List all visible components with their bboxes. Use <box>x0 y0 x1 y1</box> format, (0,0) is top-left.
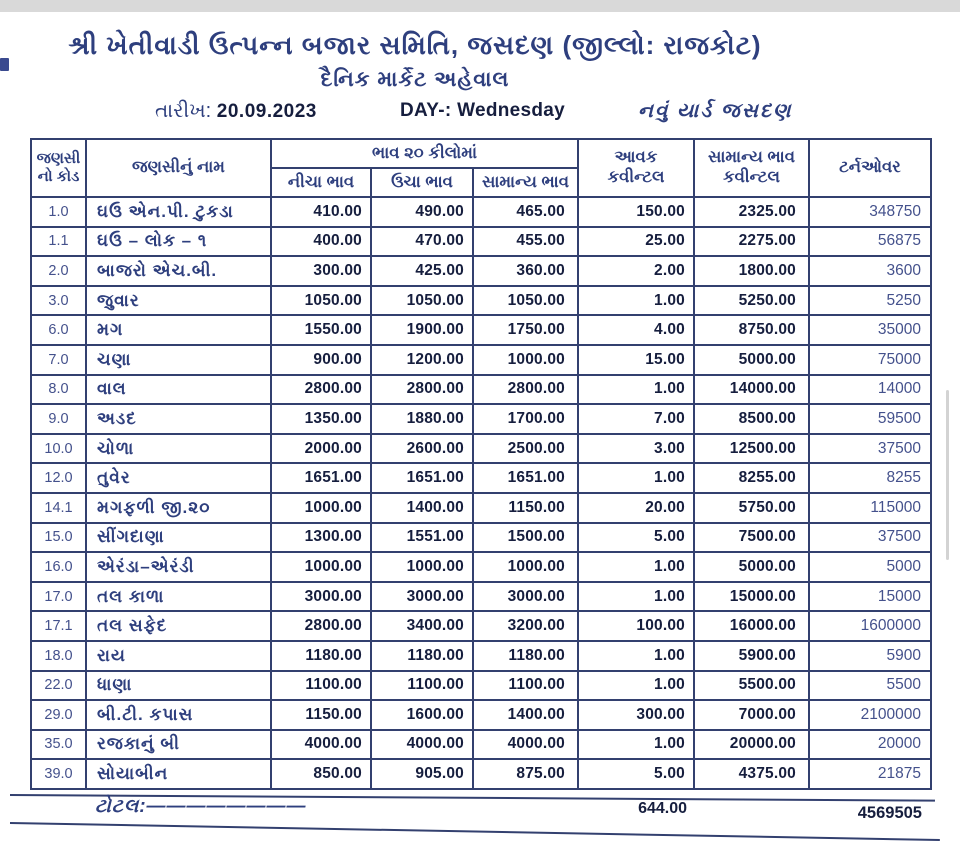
arrival-quintal-cell: 15.00 <box>578 345 694 375</box>
low-price-cell: 1651.00 <box>271 463 371 493</box>
high-price-cell: 3400.00 <box>371 611 473 641</box>
normal-price-cell: 360.00 <box>473 256 578 286</box>
high-price-cell: 1200.00 <box>371 345 473 375</box>
high-price-cell: 1000.00 <box>371 552 473 582</box>
day-value: Wednesday <box>457 100 566 121</box>
report-day <box>400 100 565 122</box>
commodity-code-cell: 10.0 <box>31 434 86 464</box>
day-label: DAY-: <box>400 100 452 121</box>
table-row <box>31 404 931 434</box>
turnover-cell: 5500 <box>809 671 931 701</box>
commodity-code-cell: 8.0 <box>31 375 86 405</box>
normal-price-quintal-cell: 7500.00 <box>694 523 809 553</box>
low-price-cell: 2000.00 <box>271 434 371 464</box>
high-price-cell: 470.00 <box>371 227 473 257</box>
high-price-cell: 1050.00 <box>371 286 473 316</box>
table-row <box>31 671 931 701</box>
col-header-low-price: નીચા ભાવ <box>271 168 371 197</box>
high-price-cell: 1651.00 <box>371 463 473 493</box>
date-line <box>0 100 960 130</box>
commodity-code-cell: 7.0 <box>31 345 86 375</box>
commodity-code-cell: 1.0 <box>31 197 86 227</box>
commodity-name-cell: મગ <box>86 315 271 345</box>
commodity-code-cell: 22.0 <box>31 671 86 701</box>
arrival-quintal-cell: 4.00 <box>578 315 694 345</box>
commodity-name-cell: સોયાબીન <box>86 759 271 789</box>
arrival-quintal-cell: 1.00 <box>578 582 694 612</box>
normal-price-cell: 1750.00 <box>473 315 578 345</box>
yard-name: નવું યાર્ડ જસદણ <box>638 100 793 122</box>
turnover-cell: 37500 <box>809 434 931 464</box>
table-body <box>31 197 931 789</box>
high-price-cell: 1400.00 <box>371 493 473 523</box>
market-report-table <box>30 138 932 790</box>
arrival-quintal-cell: 150.00 <box>578 197 694 227</box>
low-price-cell: 300.00 <box>271 256 371 286</box>
commodity-name-cell: જુવાર <box>86 286 271 316</box>
turnover-cell: 5000 <box>809 552 931 582</box>
table-row <box>31 227 931 257</box>
arrival-quintal-cell: 1.00 <box>578 463 694 493</box>
commodity-code-cell: 15.0 <box>31 523 86 553</box>
commodity-code-cell: 16.0 <box>31 552 86 582</box>
low-price-cell: 1050.00 <box>271 286 371 316</box>
table-row <box>31 641 931 671</box>
total-turnover-value: 4569505 <box>857 804 922 822</box>
arrival-quintal-cell: 1.00 <box>578 641 694 671</box>
turnover-cell: 2100000 <box>809 700 931 730</box>
commodity-name-cell: ઘઉ – લોક – ૧ <box>86 227 271 257</box>
commodity-name-cell: સીંગદાણા <box>86 523 271 553</box>
col-header-commodity-name: જણસીનું નામ <box>86 139 271 197</box>
normal-price-cell: 1000.00 <box>473 552 578 582</box>
commodity-name-cell: બાજરો એચ.બી. <box>86 256 271 286</box>
normal-price-quintal-cell: 5500.00 <box>694 671 809 701</box>
arrival-quintal-cell: 1.00 <box>578 730 694 760</box>
normal-price-cell: 1180.00 <box>473 641 578 671</box>
normal-price-cell: 3200.00 <box>473 611 578 641</box>
commodity-name-cell: રાય <box>86 641 271 671</box>
high-price-cell: 490.00 <box>371 197 473 227</box>
normal-price-quintal-cell: 14000.00 <box>694 375 809 405</box>
normal-price-cell: 465.00 <box>473 197 578 227</box>
commodity-name-cell: ધાણા <box>86 671 271 701</box>
normal-price-cell: 4000.00 <box>473 730 578 760</box>
normal-price-quintal-cell: 12500.00 <box>694 434 809 464</box>
col-header-price-group: ભાવ ૨૦ કીલોમાં <box>271 139 578 168</box>
normal-price-quintal-cell: 5900.00 <box>694 641 809 671</box>
normal-price-cell: 1050.00 <box>473 286 578 316</box>
commodity-name-cell: તલ કાળા <box>86 582 271 612</box>
turnover-cell: 14000 <box>809 375 931 405</box>
low-price-cell: 1100.00 <box>271 671 371 701</box>
col-header-turnover: ટર્નઓવર <box>809 139 931 197</box>
turnover-cell: 5900 <box>809 641 931 671</box>
normal-price-quintal-cell: 7000.00 <box>694 700 809 730</box>
normal-price-quintal-cell: 20000.00 <box>694 730 809 760</box>
turnover-cell: 3600 <box>809 256 931 286</box>
high-price-cell: 1551.00 <box>371 523 473 553</box>
turnover-cell: 35000 <box>809 315 931 345</box>
low-price-cell: 400.00 <box>271 227 371 257</box>
turnover-cell: 1600000 <box>809 611 931 641</box>
high-price-cell: 425.00 <box>371 256 473 286</box>
arrival-quintal-cell: 1.00 <box>578 552 694 582</box>
low-price-cell: 410.00 <box>271 197 371 227</box>
low-price-cell: 2800.00 <box>271 611 371 641</box>
commodity-code-cell: 17.1 <box>31 611 86 641</box>
turnover-cell: 59500 <box>809 404 931 434</box>
report-date <box>155 100 317 123</box>
high-price-cell: 1900.00 <box>371 315 473 345</box>
normal-price-cell: 2500.00 <box>473 434 578 464</box>
normal-price-cell: 1700.00 <box>473 404 578 434</box>
turnover-cell: 56875 <box>809 227 931 257</box>
table-row <box>31 552 931 582</box>
normal-price-cell: 1100.00 <box>473 671 578 701</box>
turnover-cell: 15000 <box>809 582 931 612</box>
commodity-name-cell: વાલ <box>86 375 271 405</box>
total-bottom-rule <box>10 822 940 841</box>
normal-price-quintal-cell: 2275.00 <box>694 227 809 257</box>
commodity-name-cell: ચોળા <box>86 434 271 464</box>
commodity-name-cell: એરંડા–એરંડી <box>86 552 271 582</box>
col-header-normal-price-quintal <box>694 139 809 197</box>
normal-price-quintal-cell: 5000.00 <box>694 552 809 582</box>
normal-price-cell: 3000.00 <box>473 582 578 612</box>
table-row <box>31 523 931 553</box>
normal-price-cell: 1150.00 <box>473 493 578 523</box>
table-row <box>31 759 931 789</box>
normal-price-quintal-cell: 8750.00 <box>694 315 809 345</box>
col-header-normal-price: સામાન્ય ભાવ <box>473 168 578 197</box>
low-price-cell: 1180.00 <box>271 641 371 671</box>
arrival-quintal-cell: 20.00 <box>578 493 694 523</box>
table-row <box>31 700 931 730</box>
normal-price-quintal-cell: 5750.00 <box>694 493 809 523</box>
low-price-cell: 1550.00 <box>271 315 371 345</box>
table-row <box>31 286 931 316</box>
normal-price-quintal-cell: 16000.00 <box>694 611 809 641</box>
table-row <box>31 256 931 286</box>
low-price-cell: 1150.00 <box>271 700 371 730</box>
commodity-code-cell: 12.0 <box>31 463 86 493</box>
commodity-code-cell: 29.0 <box>31 700 86 730</box>
arrival-quintal-cell: 5.00 <box>578 759 694 789</box>
table-row <box>31 730 931 760</box>
table-row <box>31 315 931 345</box>
col-header-normalq-line2: કવીન્ટલ <box>723 168 780 186</box>
arrival-quintal-cell: 1.00 <box>578 671 694 701</box>
normal-price-cell: 1500.00 <box>473 523 578 553</box>
high-price-cell: 3000.00 <box>371 582 473 612</box>
arrival-quintal-cell: 100.00 <box>578 611 694 641</box>
low-price-cell: 1350.00 <box>271 404 371 434</box>
normal-price-cell: 875.00 <box>473 759 578 789</box>
arrival-quintal-cell: 5.00 <box>578 523 694 553</box>
low-price-cell: 3000.00 <box>271 582 371 612</box>
col-header-arrival-line2: કવીન્ટલ <box>607 168 665 186</box>
high-price-cell: 1180.00 <box>371 641 473 671</box>
col-header-code-line1: જણસી <box>36 150 81 167</box>
high-price-cell: 2600.00 <box>371 434 473 464</box>
date-label: તારીખ: <box>155 100 212 122</box>
commodity-code-cell: 17.0 <box>31 582 86 612</box>
high-price-cell: 1100.00 <box>371 671 473 701</box>
normal-price-quintal-cell: 5000.00 <box>694 345 809 375</box>
scan-shadow <box>946 390 949 560</box>
commodity-code-cell: 1.1 <box>31 227 86 257</box>
total-arrival-value: 644.00 <box>638 800 687 817</box>
normal-price-quintal-cell: 1800.00 <box>694 256 809 286</box>
arrival-quintal-cell: 1.00 <box>578 286 694 316</box>
total-label: ટોટલ:———————— <box>95 796 307 817</box>
arrival-quintal-cell: 7.00 <box>578 404 694 434</box>
table-row <box>31 493 931 523</box>
normal-price-quintal-cell: 8255.00 <box>694 463 809 493</box>
page-title: શ્રી ખેતીવાડી ઉત્પન્ન બજાર સમિતિ, જસદણ (જીલ્લો: રાજકોટ) <box>68 30 762 60</box>
commodity-code-cell: 39.0 <box>31 759 86 789</box>
commodity-name-cell: તલ સફેદ <box>86 611 271 641</box>
arrival-quintal-cell: 300.00 <box>578 700 694 730</box>
table-row <box>31 434 931 464</box>
col-header-normalq-line1: સામાન્ય ભાવ <box>708 148 795 167</box>
high-price-cell: 2800.00 <box>371 375 473 405</box>
turnover-cell: 8255 <box>809 463 931 493</box>
commodity-code-cell: 35.0 <box>31 730 86 760</box>
normal-price-cell: 2800.00 <box>473 375 578 405</box>
table-row <box>31 375 931 405</box>
total-section <box>0 788 960 850</box>
commodity-code-cell: 2.0 <box>31 256 86 286</box>
high-price-cell: 1880.00 <box>371 404 473 434</box>
low-price-cell: 1000.00 <box>271 552 371 582</box>
normal-price-quintal-cell: 15000.00 <box>694 582 809 612</box>
commodity-name-cell: રજકાનું બી <box>86 730 271 760</box>
arrival-quintal-cell: 2.00 <box>578 256 694 286</box>
low-price-cell: 4000.00 <box>271 730 371 760</box>
col-header-commodity-code <box>31 139 86 197</box>
low-price-cell: 1000.00 <box>271 493 371 523</box>
commodity-code-cell: 14.1 <box>31 493 86 523</box>
commodity-name-cell: તુવેર <box>86 463 271 493</box>
commodity-code-cell: 9.0 <box>31 404 86 434</box>
arrival-quintal-cell: 1.00 <box>578 375 694 405</box>
low-price-cell: 1300.00 <box>271 523 371 553</box>
turnover-cell: 20000 <box>809 730 931 760</box>
high-price-cell: 1600.00 <box>371 700 473 730</box>
commodity-code-cell: 18.0 <box>31 641 86 671</box>
date-value: 20.09.2023 <box>216 101 317 122</box>
normal-price-quintal-cell: 4375.00 <box>694 759 809 789</box>
high-price-cell: 4000.00 <box>371 730 473 760</box>
commodity-name-cell: ઘઉ એન.પી. ટુકડા <box>86 197 271 227</box>
turnover-cell: 5250 <box>809 286 931 316</box>
table-row <box>31 611 931 641</box>
normal-price-cell: 1651.00 <box>473 463 578 493</box>
table-row <box>31 463 931 493</box>
turnover-cell: 21875 <box>809 759 931 789</box>
turnover-cell: 37500 <box>809 523 931 553</box>
table-row <box>31 197 931 227</box>
col-header-code-line2: નો કોડ <box>37 168 80 185</box>
commodity-name-cell: અડદ <box>86 404 271 434</box>
col-header-arrival-quintal <box>578 139 694 197</box>
commodity-code-cell: 3.0 <box>31 286 86 316</box>
turnover-cell: 115000 <box>809 493 931 523</box>
low-price-cell: 900.00 <box>271 345 371 375</box>
commodity-code-cell: 6.0 <box>31 315 86 345</box>
table-row <box>31 345 931 375</box>
scan-edge-band <box>0 0 960 12</box>
normal-price-cell: 455.00 <box>473 227 578 257</box>
arrival-quintal-cell: 3.00 <box>578 434 694 464</box>
table-row <box>31 582 931 612</box>
col-header-high-price: ઉચા ભાવ <box>371 168 473 197</box>
normal-price-quintal-cell: 5250.00 <box>694 286 809 316</box>
normal-price-cell: 1000.00 <box>473 345 578 375</box>
low-price-cell: 850.00 <box>271 759 371 789</box>
table-header <box>31 139 931 197</box>
page-subtitle: દૈનિક માર્કેટ અહેવાલ <box>320 68 510 91</box>
high-price-cell: 905.00 <box>371 759 473 789</box>
turnover-cell: 348750 <box>809 197 931 227</box>
turnover-cell: 75000 <box>809 345 931 375</box>
col-header-arrival-line1: આવક <box>614 148 658 167</box>
normal-price-quintal-cell: 8500.00 <box>694 404 809 434</box>
commodity-name-cell: બી.ટી. કપાસ <box>86 700 271 730</box>
commodity-name-cell: ચણા <box>86 345 271 375</box>
commodity-name-cell: મગફળી જી.૨૦ <box>86 493 271 523</box>
arrival-quintal-cell: 25.00 <box>578 227 694 257</box>
low-price-cell: 2800.00 <box>271 375 371 405</box>
normal-price-cell: 1400.00 <box>473 700 578 730</box>
normal-price-quintal-cell: 2325.00 <box>694 197 809 227</box>
